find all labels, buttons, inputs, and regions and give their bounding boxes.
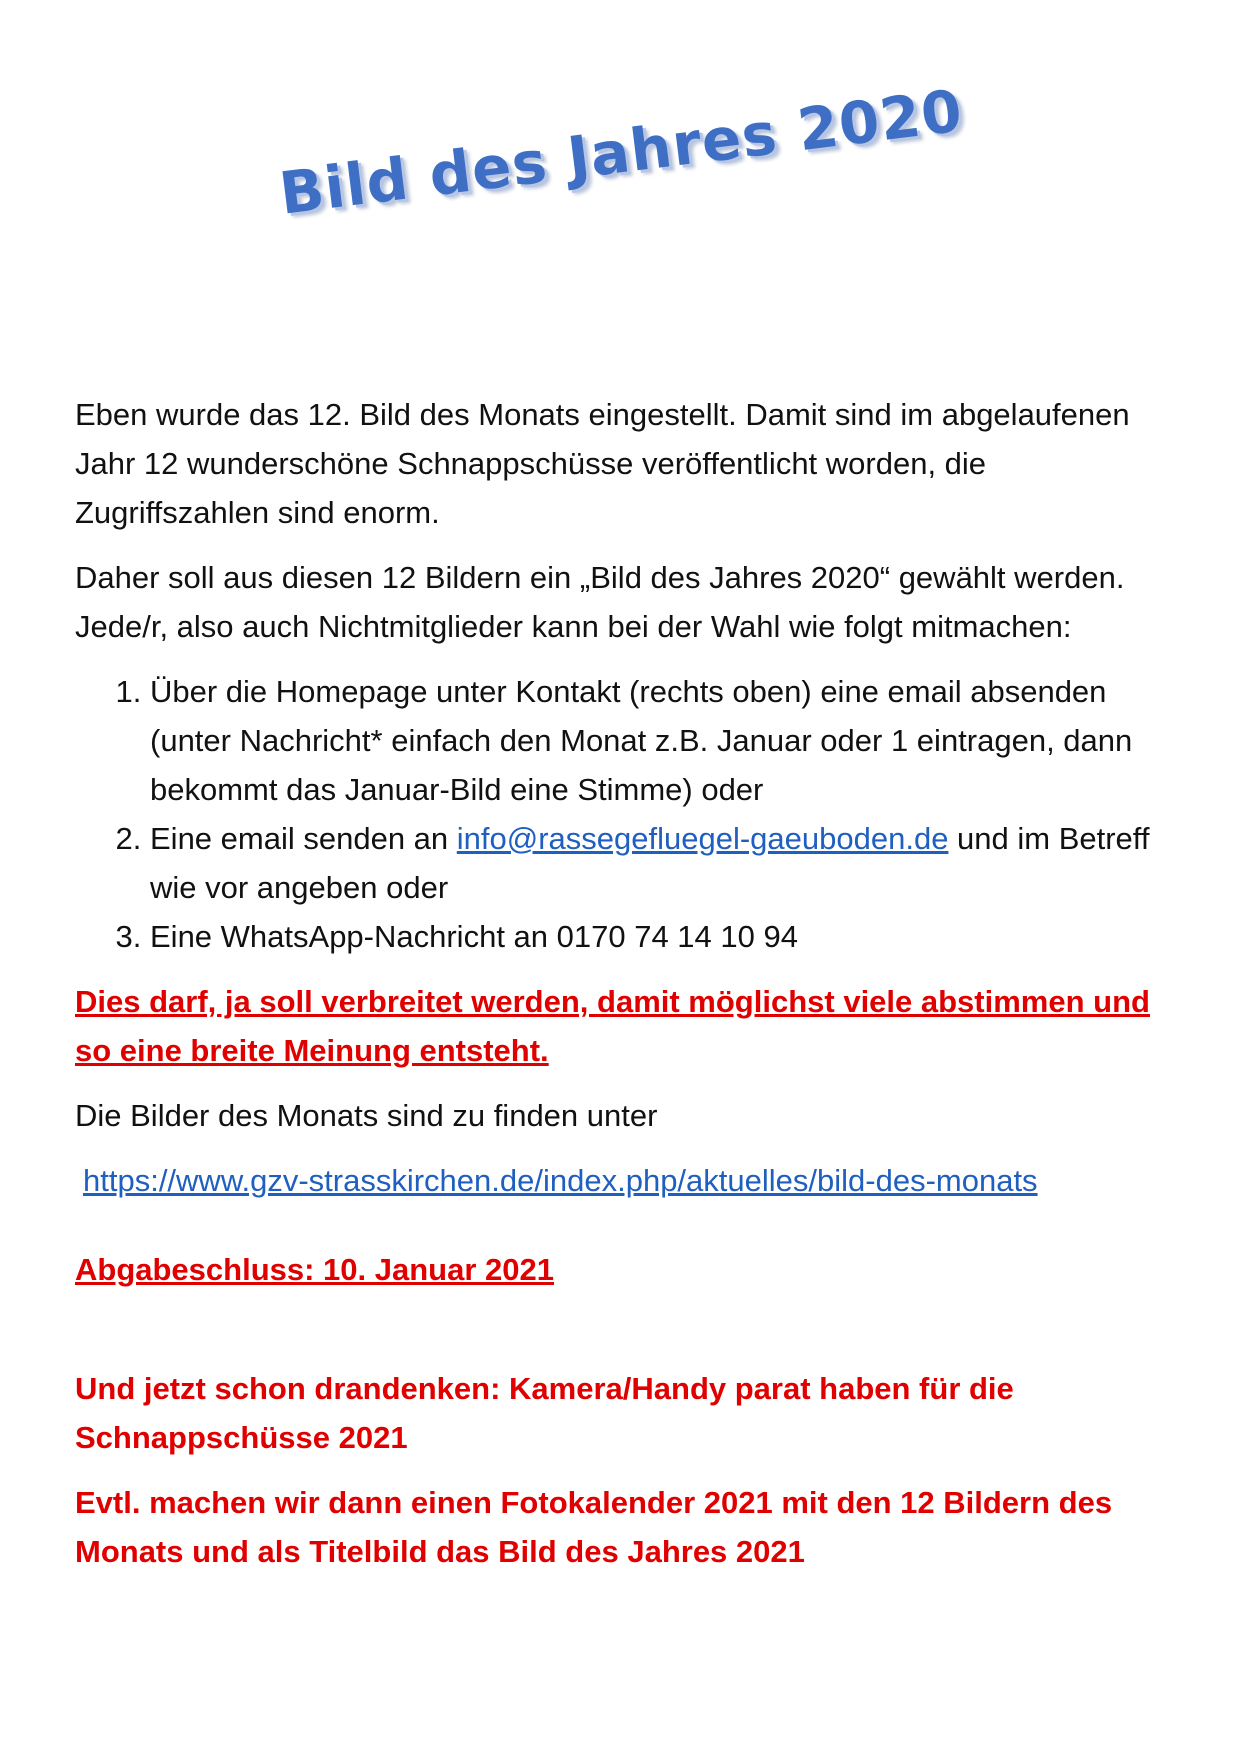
page-title: Bild des Jahres 2020: [275, 76, 967, 228]
intro-paragraph: Eben wurde das 12. Bild des Monats eingestellt. Damit sind im abgelaufenen Jahr 12 wunderschöne Schnappschüsse veröffentlicht worden, die Zugriffszahlen sind enorm.: [75, 397, 1130, 530]
share-notice: Dies darf, ja soll verbreitet werden, damit möglichst viele abstimmen und so eine breite Meinung entsteht.: [75, 984, 1150, 1068]
list-item: [150, 814, 1185, 912]
list-item-text-before: Eine email senden an: [150, 821, 457, 856]
pictures-url-line: [75, 1156, 1185, 1205]
pictures-url-link[interactable]: https://www.gzv-strasskirchen.de/index.php/aktuelles/bild-des-monats: [83, 1163, 1038, 1198]
reminder-notice: Und jetzt schon drandenken: Kamera/Handy parat haben für die Schnappschüsse 2021: [75, 1371, 1014, 1455]
list-item-text: Über die Homepage unter Kontakt (rechts oben) eine email absenden (unter Nachricht* einfach den Monat z.B. Januar oder 1 eintragen, dann bekommt das Januar-Bild eine Stimme) oder: [150, 674, 1133, 807]
list-item: [150, 912, 1185, 961]
list-item: [150, 667, 1185, 814]
document-body: [75, 390, 1185, 1592]
list-item-text: Eine WhatsApp-Nachricht an 0170 74 14 10 94: [150, 919, 798, 954]
email-link[interactable]: info@rassegefluegel-gaeuboden.de: [456, 821, 949, 856]
calendar-notice: Evtl. machen wir dann einen Fotokalender 2021 mit den 12 Bildern des Monats und als Titelbild das Bild des Jahres 2021: [75, 1485, 1113, 1569]
voting-methods-list: [75, 667, 1185, 961]
list-item-text-after: und im Betreff wie vor angeben oder: [150, 821, 1150, 905]
deadline-notice: Abgabeschluss: 10. Januar 2021: [75, 1252, 555, 1287]
vote-intro-paragraph: Daher soll aus diesen 12 Bildern ein „Bild des Jahres 2020“ gewählt werden. Jede/r, also auch Nichtmitglieder kann bei der Wahl wie folgt mitmachen:: [75, 560, 1125, 644]
pictures-intro: Die Bilder des Monats sind zu finden unter: [75, 1098, 658, 1133]
